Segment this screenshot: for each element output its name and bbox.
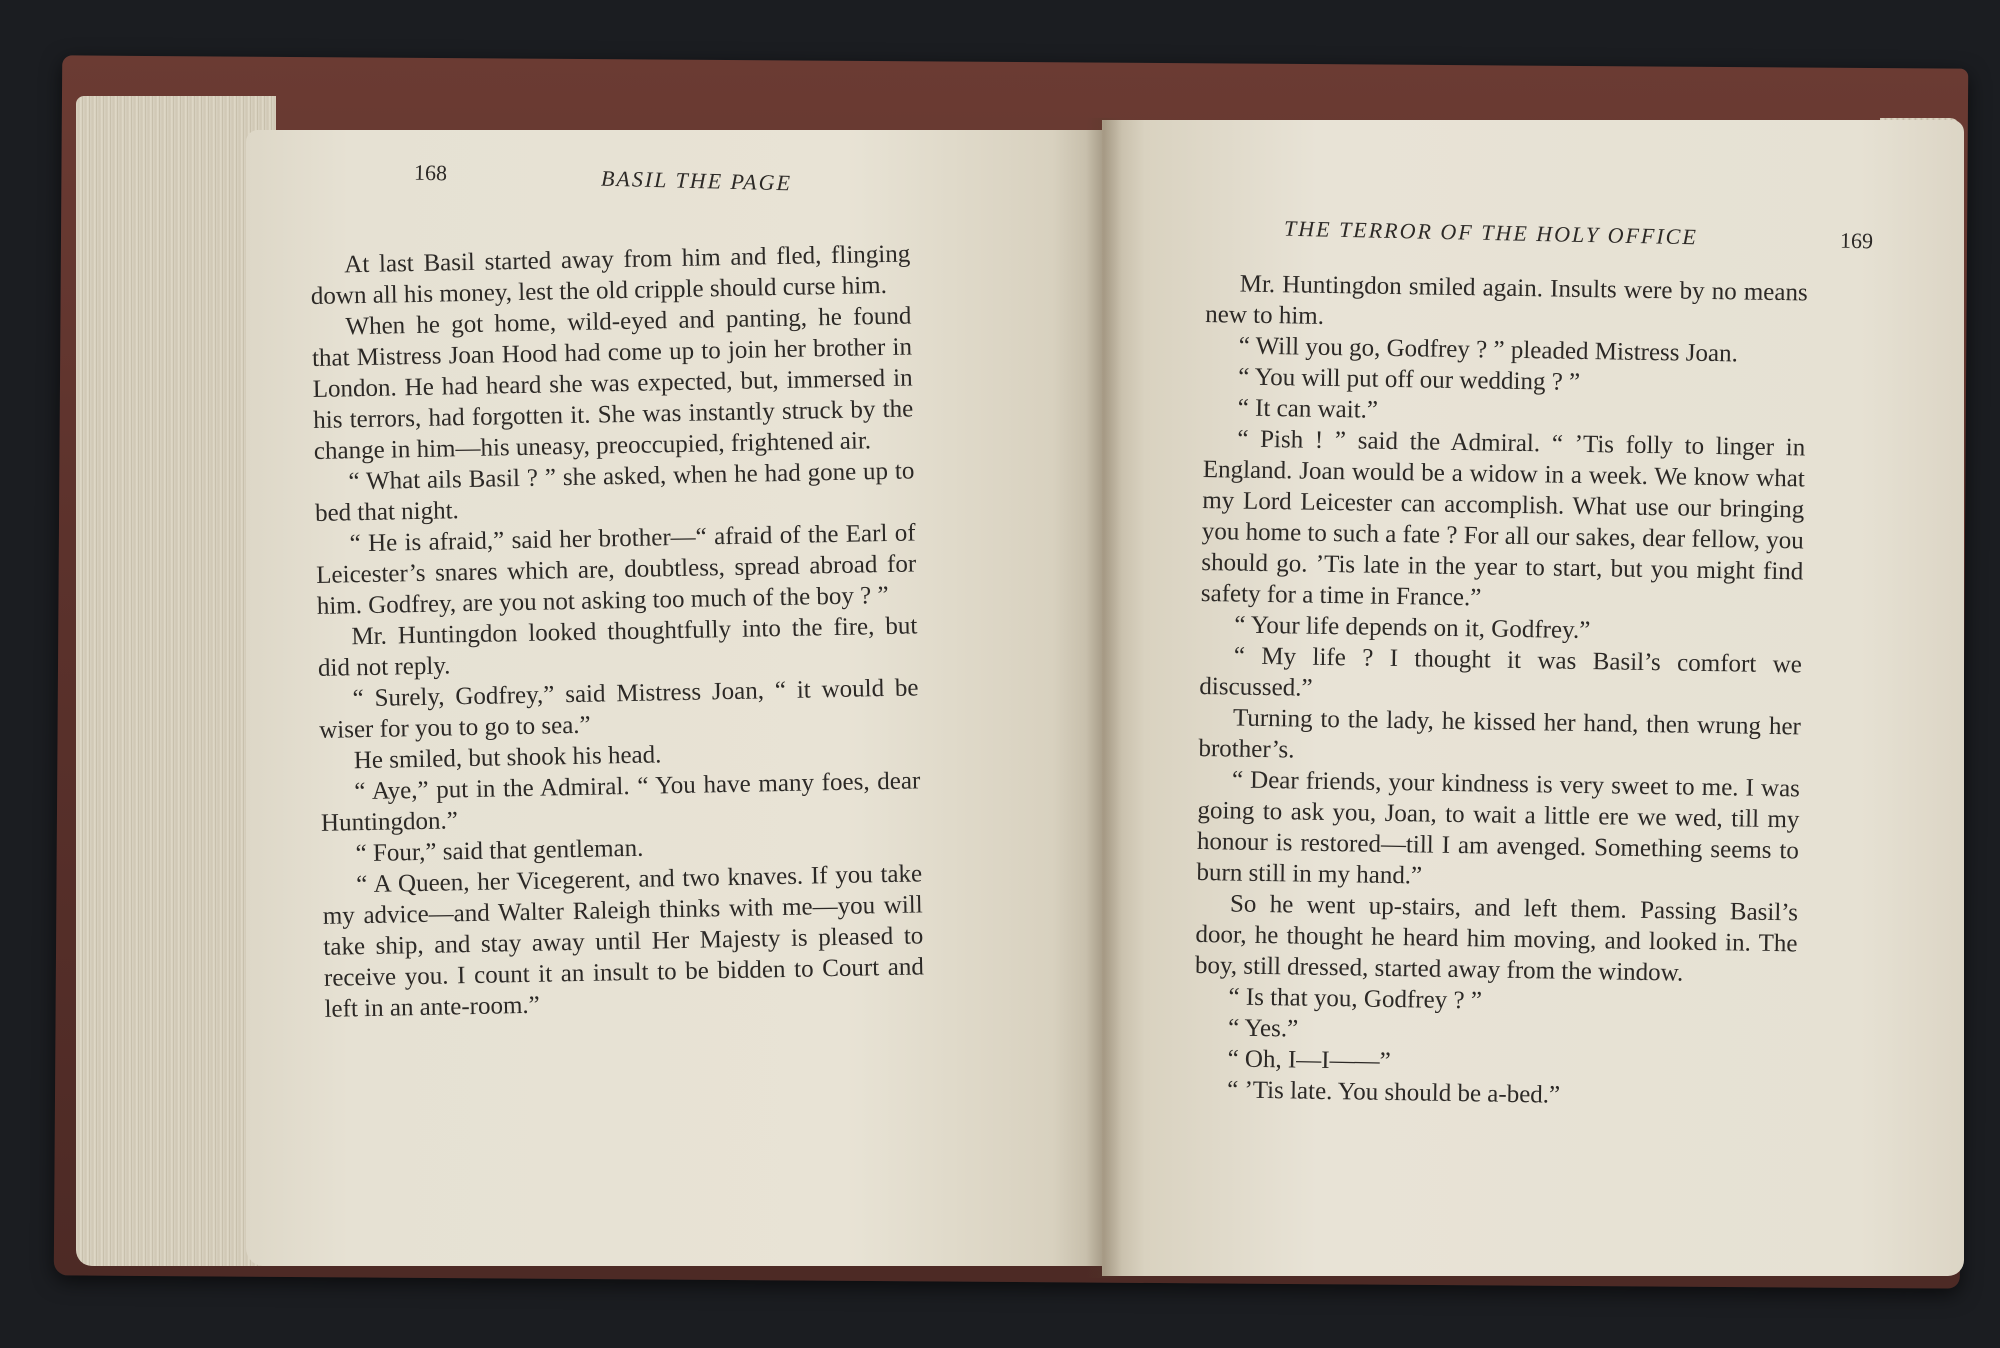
paragraph: When he got home, wild-eyed and panting, he found that Mistress Joan Hood had come up to join her brother in London. He had heard she was expected, but, immersed in his terrors, had forgotten it. She was instantly struck by the change in him—his uneasy, preoccupied, frightened air. — [311, 302, 914, 465]
paragraph: “ It can wait.” — [1237, 394, 1379, 424]
paragraph: “ You will put off our wedding ? ” — [1238, 363, 1581, 396]
paragraph: “ Yes.” — [1227, 1014, 1299, 1043]
paragraph: “ Is that you, Godfrey ? ” — [1228, 983, 1483, 1015]
page-number-right: 169 — [1839, 227, 1874, 254]
left-page — [246, 130, 1104, 1266]
paragraph: “ Four,” said that gentleman. — [355, 834, 644, 868]
paragraph: “ Dear friends, your kindness is very sweet to me. I was going to ask you, Joan, to wait a little ere we wed, till my honour is restored—till I am avenged. Something seems to burn still in my hand.” — [1196, 766, 1801, 890]
paragraph: “ What ails Basil ? ” she asked, when he had gone up to bed that night. — [314, 457, 915, 527]
paragraph: “ He is afraid,” said her brother—“ afraid of the Earl of Leicester’s snares which are, doubtless, spread abroad for him. Godfrey, are you not asking too much of the boy ? ” — [315, 519, 917, 620]
left-page-text — [310, 238, 925, 1024]
page-number-left: 168 — [413, 159, 448, 186]
right-page-text — [1193, 268, 1808, 1114]
paragraph: “ Oh, I—I——” — [1227, 1045, 1391, 1075]
paragraph: Mr. Huntingdon looked thoughtfully into the fire, but did not reply. — [317, 612, 918, 682]
paragraph: He smiled, but shook his head. — [353, 741, 662, 775]
paragraph: “ Pish ! ” said the Admiral. “ ’Tis folly to linger in England. Joan would be a widow in a week. We know what my Lord Leicester can accomplish. What use our bringing you home to such a fate ? For all our sakes, dear fellow, you should go. ’Tis late in the year to start, but you might find safety for a time in France.” — [1200, 425, 1806, 612]
paragraph: At last Basil started away from him and fled, flinging down all his money, lest the old cripple should curse him. — [310, 240, 911, 310]
paragraph: “ Your life depends on it, Godfrey.” — [1234, 611, 1591, 645]
paragraph: “ A Queen, her Vicegerent, and two knaves. If you take my advice—and Walter Raleigh thinks with me—you will take ship, and stay away until Her Majesty is pleased to receive you. I count it an insult to be bidden to Court and left in an ante-room.” — [322, 860, 925, 1023]
paragraph: “ Aye,” put in the Admiral. “ You have many foes, dear Huntingdon.” — [320, 767, 921, 837]
paragraph: “ Surely, Godfrey,” said Mistress Joan, “ it would be wiser for you to go to sea.” — [318, 674, 919, 744]
paragraph: “ ’Tis late. You should be a-bed.” — [1226, 1076, 1561, 1109]
paragraph: “ Will you go, Godfrey ? ” pleaded Mistress Joan. — [1238, 332, 1739, 368]
paragraph: “ My life ? I thought it was Basil’s comfort we discussed.” — [1199, 642, 1803, 702]
paragraph: Mr. Huntingdon smiled again. Insults were by no means new to him. — [1205, 270, 1808, 330]
running-head-left: BASIL THE PAGE — [600, 165, 793, 196]
spine-gutter — [1086, 118, 1122, 1278]
paragraph: So he went up-stairs, and left them. Passing Basil’s door, he thought he heard him moving, and looked in. The boy, still dressed, started away from the window. — [1194, 890, 1799, 987]
right-page — [1102, 120, 1964, 1276]
running-head-right: THE TERROR OF THE HOLY OFFICE — [1283, 215, 1699, 250]
paragraph: Turning to the lady, he kissed her hand, then wrung her brother’s. — [1198, 704, 1802, 764]
